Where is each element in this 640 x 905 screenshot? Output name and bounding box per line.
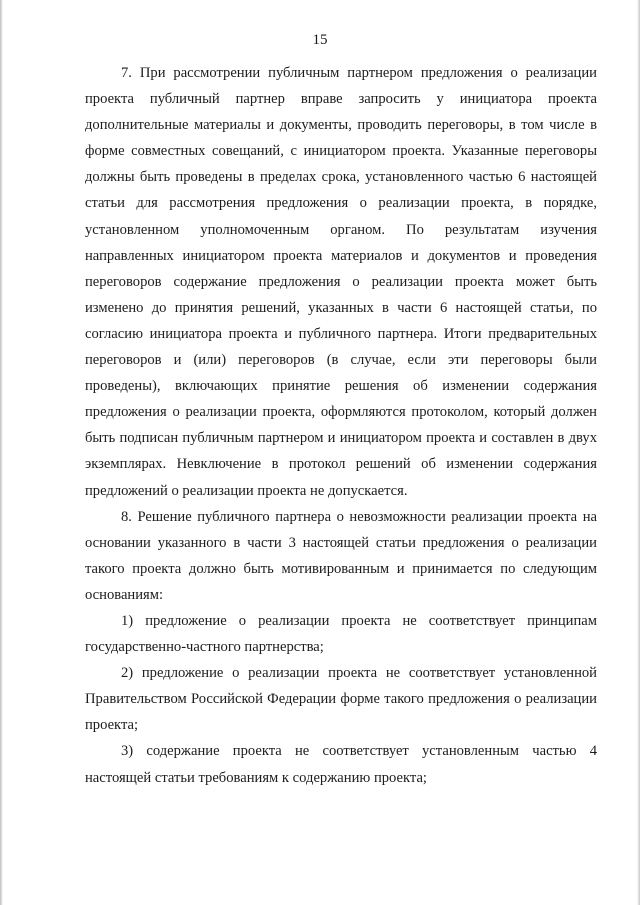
list-item-1: 1) предложение о реализации проекта не соответствует принципам государственно-частного партнерства; — [85, 612, 597, 656]
page-number: 15 — [312, 32, 328, 48]
paragraph-7: 7. При рассмотрении публичным партнером предложения о реализации проекта публичный партнер вправе запросить у инициатора проекта дополнительные материалы и документы, проводить переговоры, в том числе в форме совместных совещаний, с инициатором проекта. Указанные переговоры должны быть проведены в пределах срока, установленного частью 6 настоящей статьи для рассмотрения предложения о реализации проекта, в порядке, установленном уполномоченным органом. По результатам изучения направленных инициатором проекта материалов и документов и проведения переговоров содержание предложения о реализации проекта может быть изменено до принятия решений, указанных в части 6 настоящей статьи, по согласию инициатора проекта и публичного партнера. Итоги предварительных переговоров и (или) переговоров (в случае, если эти переговоры были проведены), включающих принятие решения об изменении содержания предложения о реализации проекта, оформляются протоколом, который должен быть подписан публичным партнером и инициатором проекта и составлен в двух экземплярах. Невключение в протокол решений об изменении содержания предложений о реализации проекта не допускается. — [85, 65, 597, 499]
list-item-3: 3) содержание проекта не соответствует установленным частью 4 настоящей статьи требованиям к содержанию проекта; — [85, 743, 597, 786]
paragraph-8: 8. Решение публичного партнера о невозможности реализации проекта на основании указанного в части 3 настоящей статьи предложения о реализации такого проекта должно быть мотивированным и принимается по следующим основаниям: — [85, 508, 597, 603]
page-left-edge — [0, 0, 3, 905]
document-body — [85, 60, 597, 791]
list-item-2: 2) предложение о реализации проекта не соответствует установленной Правительством Российской Федерации форме такого предложения о реализации проекта; — [85, 665, 597, 734]
